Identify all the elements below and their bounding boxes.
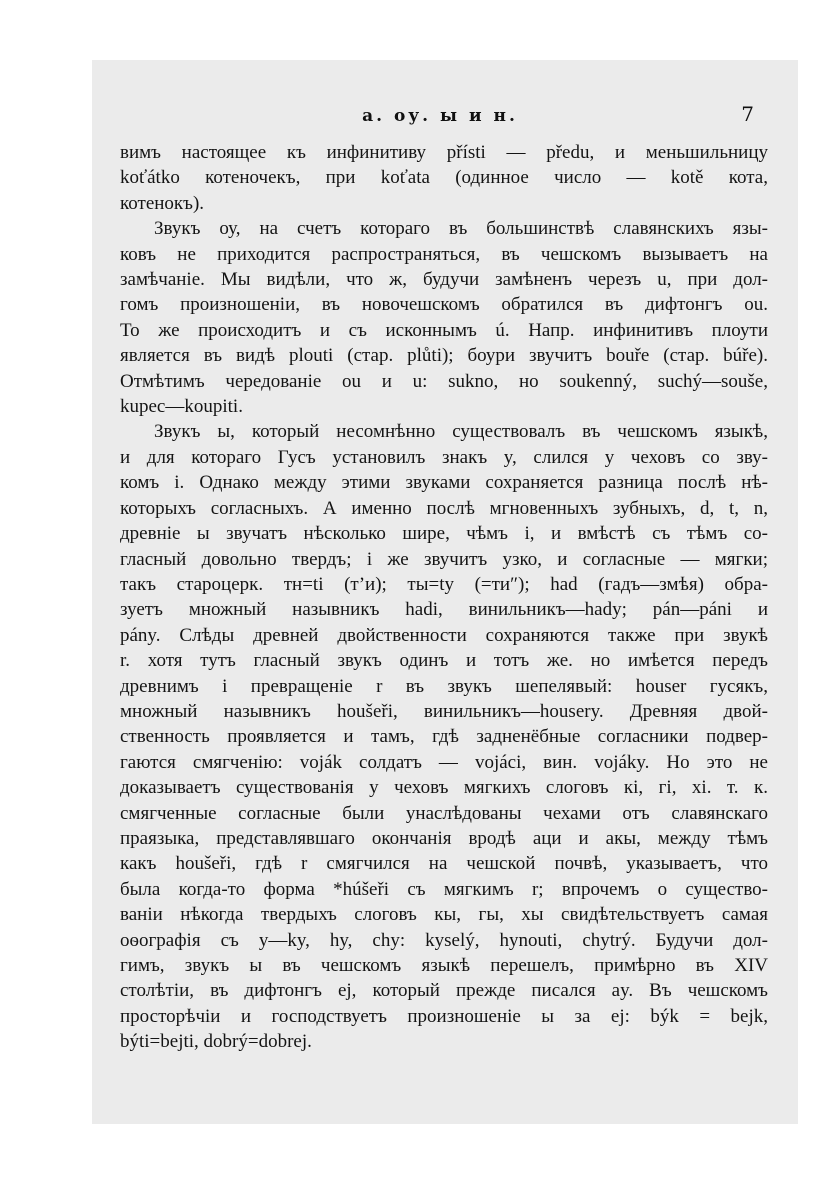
text-line: была когда-то форма *húšeři съ мягкимъ r; впрочемъ о существо- <box>120 878 768 900</box>
paragraphs <box>120 140 768 1055</box>
running-head: а. оу. ы и н. <box>362 106 518 126</box>
text-line: ковъ не приходится распространяться, въ чешскомъ вызываетъ на <box>120 243 768 265</box>
text-line: является въ видѣ plouti (стар. plůti); боури звучитъ bouře (стар. búře). <box>120 345 768 367</box>
text-line: какъ houšeři, гдѣ r смягчился на чешской почвѣ, указываетъ, что <box>120 853 768 875</box>
text-line: древніе ы звучатъ нѣсколько шире, чѣмъ і, и вмѣстѣ съ тѣмъ со- <box>120 523 768 545</box>
text-line: вимъ настоящее къ инфинитиву přísti — předu, и меньшильницу <box>120 142 768 163</box>
paragraph <box>120 216 768 419</box>
text-line: Звукъ ы, который несомнѣнно существовалъ въ чешскомъ языкѣ, <box>154 421 768 443</box>
text-line: Звукъ оу, на счетъ котораго въ большинствѣ славянскихъ язы- <box>154 218 768 240</box>
text-line: столѣтіи, въ дифтонгъ ej, который прежде писался ay. Въ чешскомъ <box>120 980 768 1002</box>
text-line: гласный довольно твердъ; і же звучитъ узко, и согласные — мягки; <box>120 548 768 570</box>
paragraph <box>120 140 768 216</box>
text-line: котенокъ). <box>120 192 205 214</box>
text-line: r. хотя тутъ гласный звукъ одинъ и тотъ же. но имѣется передъ <box>120 650 768 672</box>
text-line: которыхъ согласныхъ. А именно послѣ мгновенныхъ зубныхъ, d, t, n, <box>120 497 768 519</box>
text-line: просторѣчіи и господствуетъ произношеніе ы за ej: býk = bejk, <box>120 1005 768 1027</box>
text-line: такъ староцерк. тн=ti (т’и); ты=ty (=ти″); had (гадъ—змѣя) обра- <box>120 573 768 595</box>
text-line: зуетъ множный назывникъ hadi, винильникъ—hady; pán—páni и <box>120 599 768 621</box>
text-line: Отмѣтимъ чередованіе ou и u: sukno, но soukenný, suchý—souše, <box>120 370 768 392</box>
text-line: гаются смягченію: voják солдатъ — vojáci, вин. vojáky. Но это не <box>120 751 768 773</box>
page-header <box>120 96 760 130</box>
text-line: древнимъ i превращеніе r въ звукъ шепелявый: houser гусякъ, <box>120 675 768 697</box>
text-line: смягченные согласные были унаслѣдованы чехами отъ славянскаго <box>120 802 768 824</box>
text-line: То же происходитъ и съ исконнымъ ú. Напр. инфинитивъ плоути <box>120 319 768 341</box>
text-line: праязыка, представлявшаго окончанія вродѣ аци и акы, между тѣмъ <box>120 827 768 849</box>
text-line: ственность проявляется и тамъ, гдѣ задненёбные согласники подвер- <box>120 726 768 748</box>
text-line: замѣчаніе. Мы видѣли, что ж, будучи замѣненъ черезъ u, при дол- <box>120 269 768 291</box>
text-line: býti=bejti, dobrý=dobrej. <box>120 1031 312 1053</box>
paragraph <box>120 419 768 1054</box>
text-line: оѳографія съ y—ky, hy, chy: kyselý, hynouti, chytrý. Будучи дол- <box>120 929 768 951</box>
text-line: и для котораго Гусъ установилъ знакъ y, слился у чеховъ со зву- <box>120 446 768 468</box>
page-number: 7 <box>741 102 754 126</box>
text-line: koťátko котеночекъ, при koťata (одинное число — kotě кота, <box>120 167 768 189</box>
text-line: доказываетъ существованія у чеховъ мягкихъ слоговъ кі, гі, хі. т. к. <box>120 777 768 799</box>
text-line: комъ i. Однако между этими звуками сохраняется разница послѣ нѣ- <box>120 472 768 494</box>
text-line: pány. Слѣды древней двойственности сохраняются также при звукѣ <box>120 624 768 646</box>
text-line: kupec—koupiti. <box>120 396 243 418</box>
body-text <box>120 140 768 1055</box>
text-line: гимъ, звукъ ы въ чешскомъ языкѣ перешелъ, примѣрно въ XIV <box>120 955 768 976</box>
text-line: гомъ произношеніи, въ новочешскомъ обратился въ дифтонгъ ou. <box>120 294 768 316</box>
text-line: ваніи нѣкогда твердыхъ слоговъ кы, гы, хы свидѣтельствуетъ самая <box>120 904 768 926</box>
text-line: множный назывникъ houšeři, винильникъ—housery. Древняя двой- <box>120 700 768 722</box>
